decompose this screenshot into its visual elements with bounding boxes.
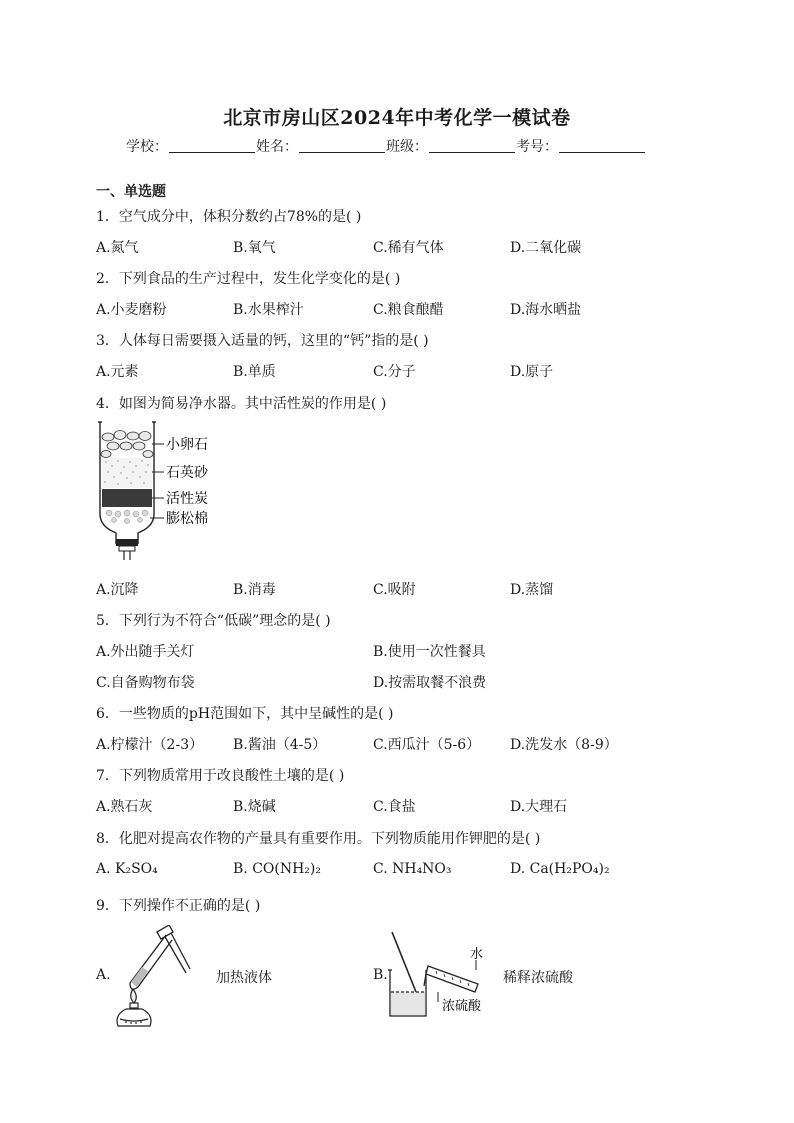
- cotton-layer: [106, 510, 148, 524]
- q2-option-d[interactable]: D.海水晒盐: [510, 302, 582, 318]
- outlet-tube: [116, 539, 138, 560]
- class-label: 班级：: [386, 139, 428, 155]
- q7-option-d[interactable]: D.大理石: [510, 799, 568, 815]
- class-blank[interactable]: [429, 138, 515, 153]
- q7-option-c[interactable]: C.食盐: [373, 799, 416, 815]
- question-6-stem: 6．一些物质的pH范围如下，其中呈碱性的是( ): [96, 706, 394, 722]
- q2-option-a[interactable]: A.小麦磨粉: [96, 302, 167, 318]
- q1-option-b[interactable]: B.氧气: [233, 240, 276, 256]
- dilute-sulfuric-acid-figure: [386, 930, 506, 1022]
- page-title: 北京市房山区2024年中考化学一模试卷: [223, 107, 571, 129]
- q6-option-d[interactable]: D.洗发水（8-9）: [510, 737, 618, 753]
- pebble-layer: [101, 431, 153, 458]
- student-info-line: [126, 136, 646, 156]
- question-5-stem: 5．下列行为不符合“低碳”理念的是( ): [96, 613, 331, 629]
- number-label: 考号：: [516, 139, 558, 155]
- water-filter-figure: [94, 420, 234, 570]
- glass-rod: [392, 932, 416, 992]
- label-water: 水: [470, 947, 484, 962]
- q4-option-b[interactable]: B.消毒: [233, 582, 276, 598]
- q3-option-a[interactable]: A.元素: [96, 364, 139, 380]
- q1-option-a[interactable]: A.氮气: [96, 240, 139, 256]
- q5-option-d[interactable]: D.按需取餐不浪费: [373, 675, 487, 691]
- test-tube: [130, 935, 172, 989]
- question-3-stem: 3．人体每日需要摄入适量的钙，这里的“钙”指的是( ): [96, 333, 429, 349]
- number-blank[interactable]: [559, 138, 645, 153]
- q2-option-c[interactable]: C.粮食酿醋: [373, 302, 444, 318]
- label-activated-carbon: 活性炭: [166, 491, 208, 507]
- q8-option-b[interactable]: B. CO(NH₂)₂: [233, 861, 321, 877]
- q8-option-d[interactable]: D. Ca(H₂PO₄)₂: [510, 861, 610, 877]
- section-title: 一、单选题: [96, 184, 166, 200]
- label-cotton: 膨松棉: [166, 511, 208, 527]
- question-2-stem: 2．下列食品的生产过程中，发生化学变化的是( ): [96, 271, 401, 287]
- q8-option-c[interactable]: C. NH₄NO₃: [373, 861, 452, 877]
- q9-option-a-prefix[interactable]: A.: [96, 967, 111, 983]
- q4-option-d[interactable]: D.蒸馏: [510, 582, 554, 598]
- pouring-cylinder: [424, 966, 478, 992]
- q9-option-b-prefix[interactable]: B.: [373, 967, 388, 983]
- question-1-stem: 1．空气成分中，体积分数约占78%的是( ): [96, 209, 362, 225]
- school-blank[interactable]: [169, 138, 255, 153]
- question-7-stem: 7．下列物质常用于改良酸性土壤的是( ): [96, 768, 345, 784]
- alcohol-lamp: [117, 989, 151, 1026]
- q7-option-a[interactable]: A.熟石灰: [96, 799, 153, 815]
- q2-option-b[interactable]: B.水果榨汁: [233, 302, 304, 318]
- activated-carbon-layer: [102, 489, 152, 507]
- q4-option-a[interactable]: A.沉降: [96, 582, 139, 598]
- q9-option-a-caption: 加热液体: [216, 970, 272, 986]
- q9-option-b-caption: 稀释浓硫酸: [503, 970, 573, 986]
- sand-layer: [102, 458, 152, 488]
- q3-option-d[interactable]: D.原子: [510, 364, 554, 380]
- q6-option-a[interactable]: A.柠檬汁（2-3）: [96, 737, 204, 753]
- q3-option-c[interactable]: C.分子: [373, 364, 416, 380]
- test-tube-holder: [157, 925, 190, 973]
- heating-liquid-figure: [106, 925, 196, 1030]
- label-pebbles: 小卵石: [166, 437, 208, 453]
- q6-option-b[interactable]: B.酱油（4-5）: [233, 737, 327, 753]
- name-blank[interactable]: [299, 138, 385, 153]
- school-label: 学校：: [126, 139, 168, 155]
- q5-option-b[interactable]: B.使用一次性餐具: [373, 644, 486, 660]
- q1-option-c[interactable]: C.稀有气体: [373, 240, 444, 256]
- label-quartz-sand: 石英砂: [166, 465, 208, 481]
- q1-option-d[interactable]: D.二氧化碳: [510, 240, 582, 256]
- question-8-stem: 8．化肥对提高农作物的产量具有重要作用。下列物质能用作钾肥的是( ): [96, 831, 541, 847]
- beaker: [388, 970, 426, 1016]
- question-9-stem: 9．下列操作不正确的是( ): [96, 898, 261, 914]
- question-4-stem: 4．如图为简易净水器。其中活性炭的作用是( ): [96, 396, 387, 412]
- q7-option-b[interactable]: B.烧碱: [233, 799, 276, 815]
- q4-option-c[interactable]: C.吸附: [373, 582, 416, 598]
- q5-option-c[interactable]: C.自备购物布袋: [96, 675, 195, 691]
- q3-option-b[interactable]: B.单质: [233, 364, 276, 380]
- q6-option-c[interactable]: C.西瓜汁（5-6）: [373, 737, 481, 753]
- q8-option-a[interactable]: A. K₂SO₄: [96, 861, 158, 877]
- label-concentrated-acid: 浓硫酸: [442, 999, 482, 1014]
- name-label: 姓名：: [256, 139, 298, 155]
- q5-option-a[interactable]: A.外出随手关灯: [96, 644, 195, 660]
